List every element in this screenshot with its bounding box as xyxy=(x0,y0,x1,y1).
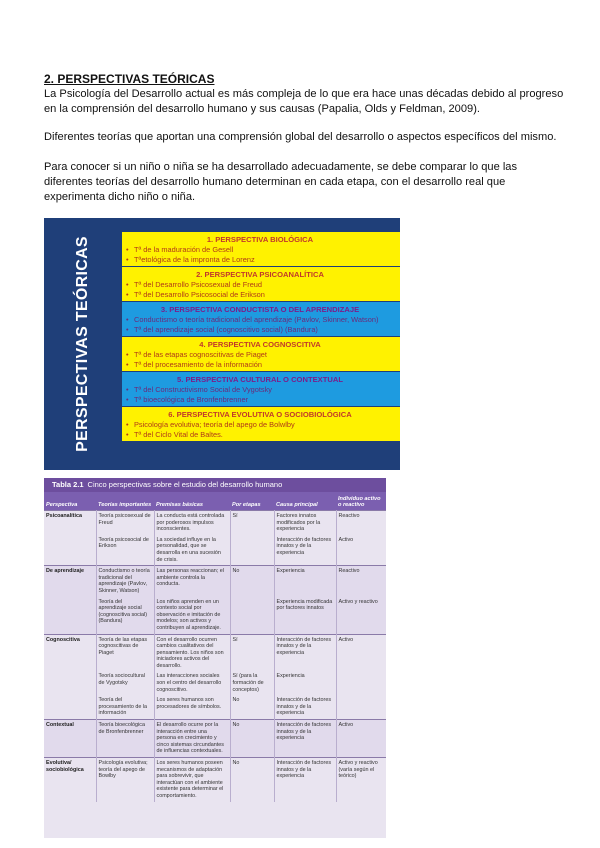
table-row: Teoría del aprendizaje social (cognoscitiva social) (Bandura) Los niños aprenden en un contexto social por observación e imitación de modelos; son activos y contribuyen al aprendizaje. Experiencia modificada por factores innatos Activo y reactivo xyxy=(44,597,386,634)
section-heading: 2. PERSPECTIVAS TEÓRICAS xyxy=(44,72,215,86)
list-item: • Tª del Ciclo Vital de Baltes. xyxy=(126,430,394,440)
column-header: Individuo activo o reactivo xyxy=(336,492,386,511)
list-item: • Tª del Desarrollo Psicosexual de Freud xyxy=(126,280,394,290)
list-item: • Tª del Constructivismo Social de Vygotsky xyxy=(126,385,394,395)
paragraph-comparison: Para conocer si un niño o niña se ha desarrollado adecuadamente, se debe comparar lo que las diferentes teorías del desarrollo humano determinan en cada etapa, con el desarrollo real que experimenta dicho niño o niña. xyxy=(44,161,518,203)
list-item: • Tª del aprendizaje social (cognoscitivo social) (Bandura) xyxy=(126,325,394,335)
perspectives-figure xyxy=(44,218,400,470)
table-row: Contextual Teoría bioecológica de Bronfenbrenner El desarrollo ocurre por la interacción entre una persona en crecimiento y cinco sistemas circundantes de influencias contextuales. No Interacción de factores innatos y de la experiencia Activo xyxy=(44,720,386,758)
figure-side-title: PERSPECTIVAS TEÓRICAS xyxy=(74,236,92,452)
column-header: Por etapas xyxy=(230,492,274,511)
table-row: Teoría del procesamiento de la información Los seres humanos son procesadores de símbolos. No Interacción de factores innatos y de la experiencia xyxy=(44,695,386,719)
list-item: • Tª del Desarrollo Psicosocial de Erikson xyxy=(126,290,394,300)
list-item: • Conductismo o teoría tradicional del aprendizaje (Pavlov, Skinner, Watson) xyxy=(126,315,394,325)
box-evolutionary: 6. PERSPECTIVA EVOLUTIVA O SOCIOBIOLÓGICA • Psicología evolutiva; teoría del apego de Bolwlby • Tª del Ciclo Vital de Baltes. xyxy=(122,407,400,442)
table-row: Cognoscitiva Teoría de las etapas cognoscitivas de Piaget Con el desarrollo ocurren cambios cualitativos del pensamiento. Los niños son iniciadores activos del desarrollo. Sí Interacción de factores innatos y de la experiencia Activo xyxy=(44,634,386,671)
perspectives-table-photo xyxy=(44,478,386,838)
perspectives-table xyxy=(44,492,386,802)
table-row: Teoría sociocultural de Vygotsky Las interacciones sociales son el centro del desarrollo cognoscitivo. Sí (para la formación de conceptos) Experiencia xyxy=(44,671,386,695)
table-row: Evolutiva/ sociobiológica Psicología evolutiva; teoría del apego de Bowlby Los seres humanos poseen mecanismos de adaptación para sobrevivir, que interactúan con el ambiente existente para determinar el comportamiento. No Interacción de factores innatos y de la experiencia Activo y reactivo (varía según el teórico) xyxy=(44,758,386,802)
box-cognitive: 4. PERSPECTIVA COGNOSCITIVA • Tª de las etapas cognoscitivas de Piaget • Tª del procesamiento de la información xyxy=(122,337,400,372)
table-row: De aprendizaje Conductismo o teoría tradicional del aprendizaje (Pavlov, Skinner, Watson) Las personas reaccionan; el ambiente controla la conducta. No Experiencia Reactivo xyxy=(44,566,386,597)
box-psychoanalytic: 2. PERSPECTIVA PSICOANALÍTICA • Tª del Desarrollo Psicosexual de Freud • Tª del Desarrollo Psicosocial de Erikson xyxy=(122,267,400,302)
column-header: Teorías importantes xyxy=(96,492,154,511)
table-row: Teoría psicosocial de Erikson La sociedad influye en la personalidad, que se desarrolla en una sucesión de crisis. Interacción de factores innatos y de la experiencia Activo xyxy=(44,535,386,566)
box-behaviorist: 3. PERSPECTIVA CONDUCTISTA O DEL APRENDIZAJE • Conductismo o teoría tradicional del aprendizaje (Pavlov, Skinner, Watson) • Tª del aprendizaje social (cognoscitivo social) (Bandura) xyxy=(122,302,400,337)
column-header: Perspectiva xyxy=(44,492,96,511)
list-item: • Tª de las etapas cognoscitivas de Piaget xyxy=(126,350,394,360)
list-item: • Tª de la maduración de Gesell xyxy=(126,245,394,255)
table-caption: Tabla 2.1 Cinco perspectivas sobre el estudio del desarrollo humano xyxy=(44,478,386,492)
table-header-row xyxy=(44,492,386,511)
paragraph-intro: La Psicología del Desarrollo actual es más compleja de lo que era hace unas décadas debido al progreso en la comprensión del desarrollo humano y sus causas (Papalia, Olds y Feldman, 2009). xyxy=(44,88,564,115)
list-item: • Psicología evolutiva; teoría del apego de Bolwlby xyxy=(126,420,394,430)
table-row: Psicoanalítica Teoría psicosexual de Freud La conducta está controlada por poderosos impulsos inconscientes. Sí Factores innatos modificados por la experiencia Reactivo xyxy=(44,511,386,535)
column-header: Causa principal xyxy=(274,492,336,511)
list-item: • Tª del procesamiento de la información xyxy=(126,360,394,370)
box-biological: 1. PERSPECTIVA BIOLÓGICA • Tª de la maduración de Gesell • Tªetológica de la impronta de Lorenz xyxy=(122,232,400,267)
column-header: Premisas básicas xyxy=(154,492,230,511)
box-contextual: 5. PERSPECTIVA CULTURAL O CONTEXTUAL • Tª del Constructivismo Social de Vygotsky • Tª bioecológica de Bronfenbrenner xyxy=(122,372,400,407)
paragraph-theories: Diferentes teorías que aportan una comprensión global del desarrollo o aspectos específicos del mismo. xyxy=(44,131,557,143)
list-item: • Tªetológica de la impronta de Lorenz xyxy=(126,255,394,265)
list-item: • Tª bioecológica de Bronfenbrenner xyxy=(126,395,394,405)
